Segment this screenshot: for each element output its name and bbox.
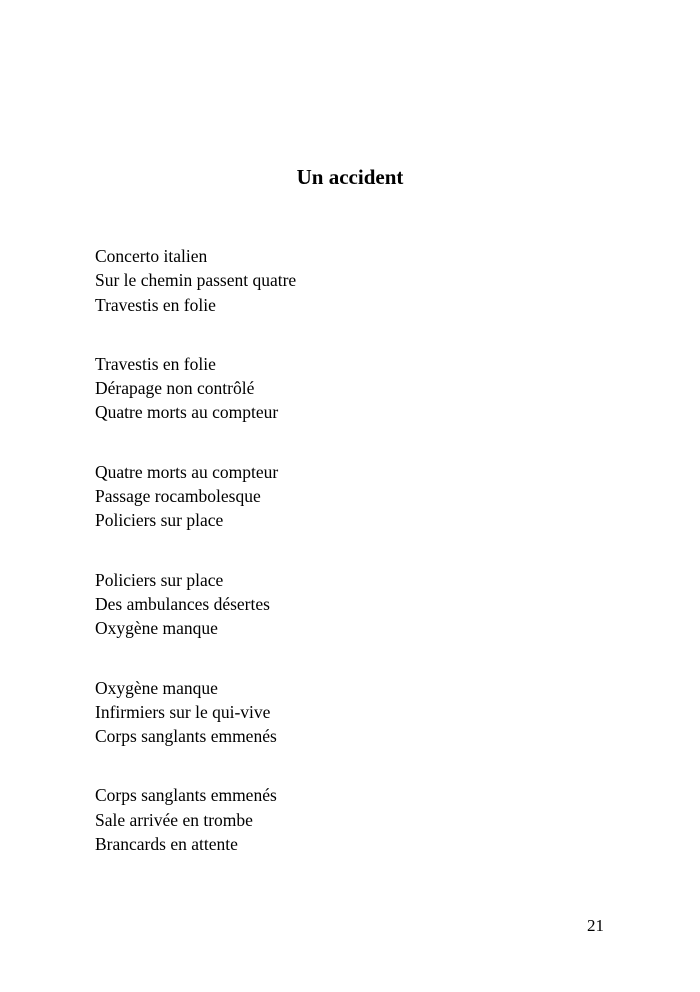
poem-line: Brancards en attente [95,834,238,855]
poem-line: Infirmiers sur le qui-vive [95,701,271,722]
poem-line: Quatre morts au compteur [95,402,279,423]
stanza-4 [95,568,615,641]
poem-line: Policiers sur place [95,569,224,590]
poem-body [95,244,615,891]
poem-line: Oxygène manque [95,677,218,698]
poem-line: Policiers sur place [95,510,224,531]
stanza-2 [95,352,615,425]
poem-line: Quatre morts au compteur [95,461,279,482]
poem-line: Corps sanglants emmenés [95,785,277,806]
poem-title: Un accident [296,165,404,189]
poem-line: Dérapage non contrôlé [95,378,255,399]
stanza-6 [95,783,615,856]
poem-line: Sale arrivée en trombe [95,809,253,830]
stanza-1 [95,244,615,317]
poem-line: Oxygène manque [95,618,218,639]
poem-line: Sur le chemin passent quatre [95,270,297,291]
poem-line: Corps sanglants emmenés [95,726,277,747]
poem-line: Passage rocambolesque [95,486,261,507]
poem-line: Travestis en folie [95,294,216,315]
poem-line: Concerto italien [95,246,208,266]
stanza-3 [95,460,615,533]
poem-line: Des ambulances désertes [95,593,270,614]
poem-line: Travestis en folie [95,353,216,374]
stanza-5 [95,676,615,749]
page-number: 21 [587,916,604,935]
